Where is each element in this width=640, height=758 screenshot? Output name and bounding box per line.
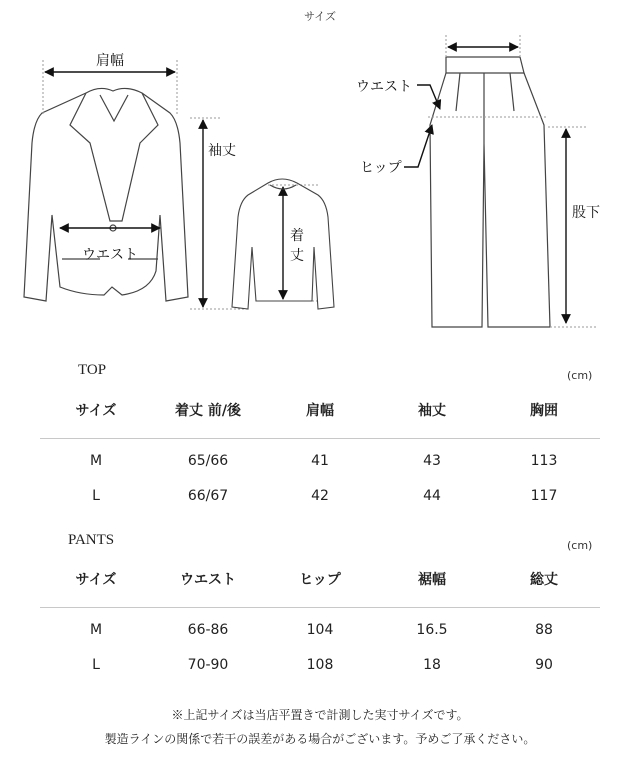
table-cell: 108 <box>306 656 334 673</box>
table-cell: L <box>92 656 100 673</box>
column-header: ウエスト <box>152 551 264 608</box>
hip-pointer <box>404 125 432 167</box>
measurement-note: ※上記サイズは当店平置きで計測した実寸サイズです。 <box>171 708 469 722</box>
table-row <box>40 439 600 479</box>
column-header: サイズ <box>40 382 152 439</box>
pants-illustration <box>430 57 550 327</box>
table-cell: 70-90 <box>187 656 229 673</box>
table-cell: 88 <box>535 621 553 638</box>
column-header: 袖丈 <box>376 382 488 439</box>
table-cell: 43 <box>423 452 441 469</box>
length-label-char-2: 丈 <box>290 248 304 264</box>
inseam-label: 股下 <box>572 205 600 221</box>
table-row <box>40 647 600 682</box>
jacket-waist-label: ウエスト <box>82 247 138 263</box>
pants-size-table <box>40 551 600 682</box>
table-header-row <box>40 551 600 608</box>
column-header: 着丈 前/後 <box>152 382 264 439</box>
shoulder-label: 肩幅 <box>96 53 124 69</box>
column-header: 胸囲 <box>488 382 600 439</box>
column-header: サイズ <box>40 551 152 608</box>
table-cell: M <box>89 452 103 469</box>
column-header: 総丈 <box>488 551 600 608</box>
table-cell: 66/67 <box>187 487 229 504</box>
column-header: ヒップ <box>264 551 376 608</box>
table-cell: 18 <box>423 656 441 673</box>
length-label-char-1: 着 <box>290 228 304 244</box>
table-cell: 117 <box>530 487 558 504</box>
column-header: 裾幅 <box>376 551 488 608</box>
top-section-title: TOP <box>78 362 107 378</box>
table-cell: 16.5 <box>416 621 448 638</box>
table-row <box>40 608 600 648</box>
tolerance-note: 製造ラインの関係で若干の誤差がある場合がございます。予めご了承ください。 <box>104 732 536 746</box>
pants-section-title: PANTS <box>68 532 115 548</box>
table-cell: 65/66 <box>187 452 229 469</box>
page-title: サイズ <box>303 10 337 23</box>
table-cell: 104 <box>306 621 334 638</box>
sleeve-label: 袖丈 <box>208 143 236 159</box>
table-cell: M <box>89 621 103 638</box>
column-header: 肩幅 <box>264 382 376 439</box>
table-row <box>40 478 600 513</box>
table-cell: L <box>92 487 100 504</box>
top-unit: (cm) <box>567 369 593 382</box>
jacket-front-illustration <box>24 88 188 301</box>
table-cell: 41 <box>311 452 329 469</box>
table-header-row <box>40 382 600 439</box>
pants-waist-label: ウエスト <box>356 79 412 95</box>
table-cell: 44 <box>423 487 441 504</box>
pants-unit: (cm) <box>567 539 593 552</box>
length-label <box>290 228 304 264</box>
size-diagram <box>0 25 640 345</box>
table-cell: 66-86 <box>187 621 229 638</box>
top-size-table <box>40 382 600 513</box>
hip-label: ヒップ <box>360 160 402 176</box>
table-cell: 113 <box>530 452 558 469</box>
table-cell: 42 <box>311 487 329 504</box>
table-cell: 90 <box>535 656 553 673</box>
